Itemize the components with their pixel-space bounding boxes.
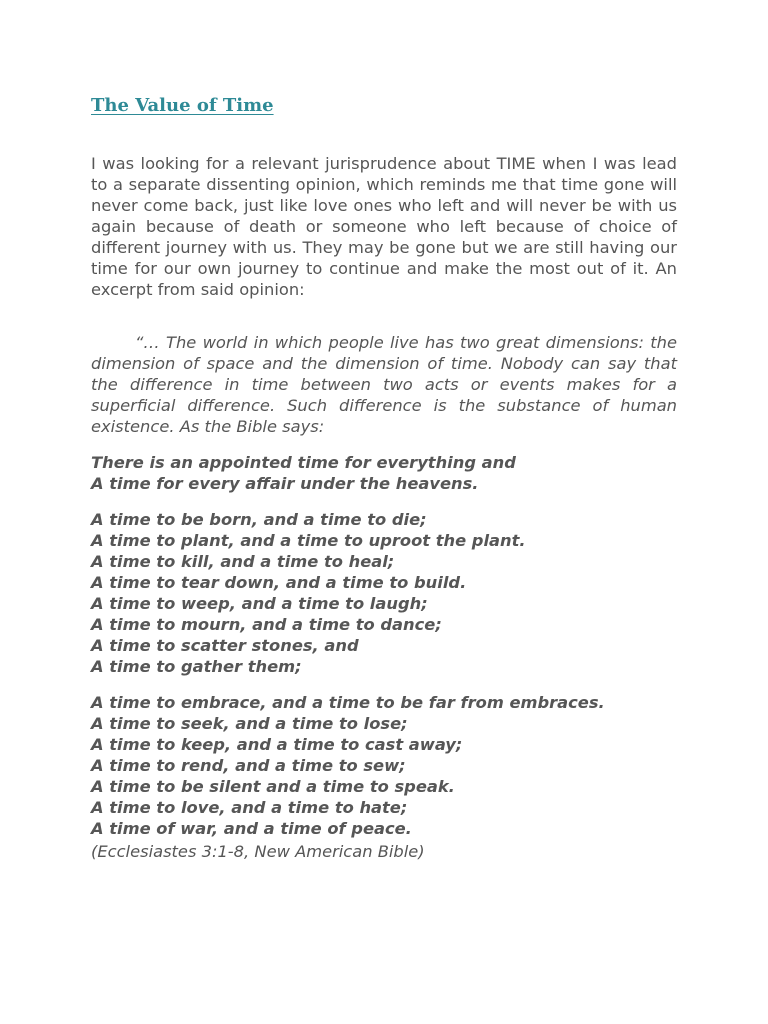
verse-line: A time for every affair under the heavens.	[91, 474, 479, 493]
document-title: The Value of Time	[91, 95, 274, 116]
bible-citation: (Ecclesiastes 3:1-8, New American Bible)	[91, 842, 425, 861]
verse-line: A time to be silent and a time to speak.	[91, 777, 455, 796]
verse-line: A time to seek, and a time to lose;	[91, 714, 408, 733]
intro-paragraph: I was looking for a relevant jurisprudence about TIME when I was lead to a separate dissenting opinion, which reminds me that time gone will never come back, just like love ones who left and will never be with us again because of death or someone who left because of choice of different journey with us. They may be gone but we are still having our time for our own journey to continue and make the most out of it. An excerpt from said opinion:	[91, 154, 677, 299]
verse-line: A time of war, and a time of peace.	[91, 819, 412, 838]
verse-line: A time to be born, and a time to die;	[91, 510, 427, 529]
verse-stanza-2	[91, 509, 731, 677]
verse-line: A time to gather them;	[91, 657, 302, 676]
verse-line: A time to kill, and a time to heal;	[91, 552, 395, 571]
verse-line: A time to rend, and a time to sew;	[91, 756, 406, 775]
verse-line: A time to embrace, and a time to be far from embraces.	[91, 693, 605, 712]
quote-paragraph: “… The world in which people live has two great dimensions: the dimension of space and the dimension of time. Nobody can say that the difference in time between two acts or events makes for a superficial difference. Such difference is the substance of human existence. As the Bible says:	[91, 333, 677, 436]
verse-line: There is an appointed time for everything and	[91, 453, 516, 472]
verse-line: A time to love, and a time to hate;	[91, 798, 408, 817]
verse-line: A time to scatter stones, and	[91, 636, 359, 655]
verse-line: A time to keep, and a time to cast away;	[91, 735, 463, 754]
verse-line: A time to weep, and a time to laugh;	[91, 594, 428, 613]
verse-stanza-3	[91, 692, 731, 839]
verse-line: A time to plant, and a time to uproot the plant.	[91, 531, 526, 550]
verse-stanza-1	[91, 452, 731, 494]
verse-line: A time to mourn, and a time to dance;	[91, 615, 442, 634]
verse-line: A time to tear down, and a time to build.	[91, 573, 467, 592]
